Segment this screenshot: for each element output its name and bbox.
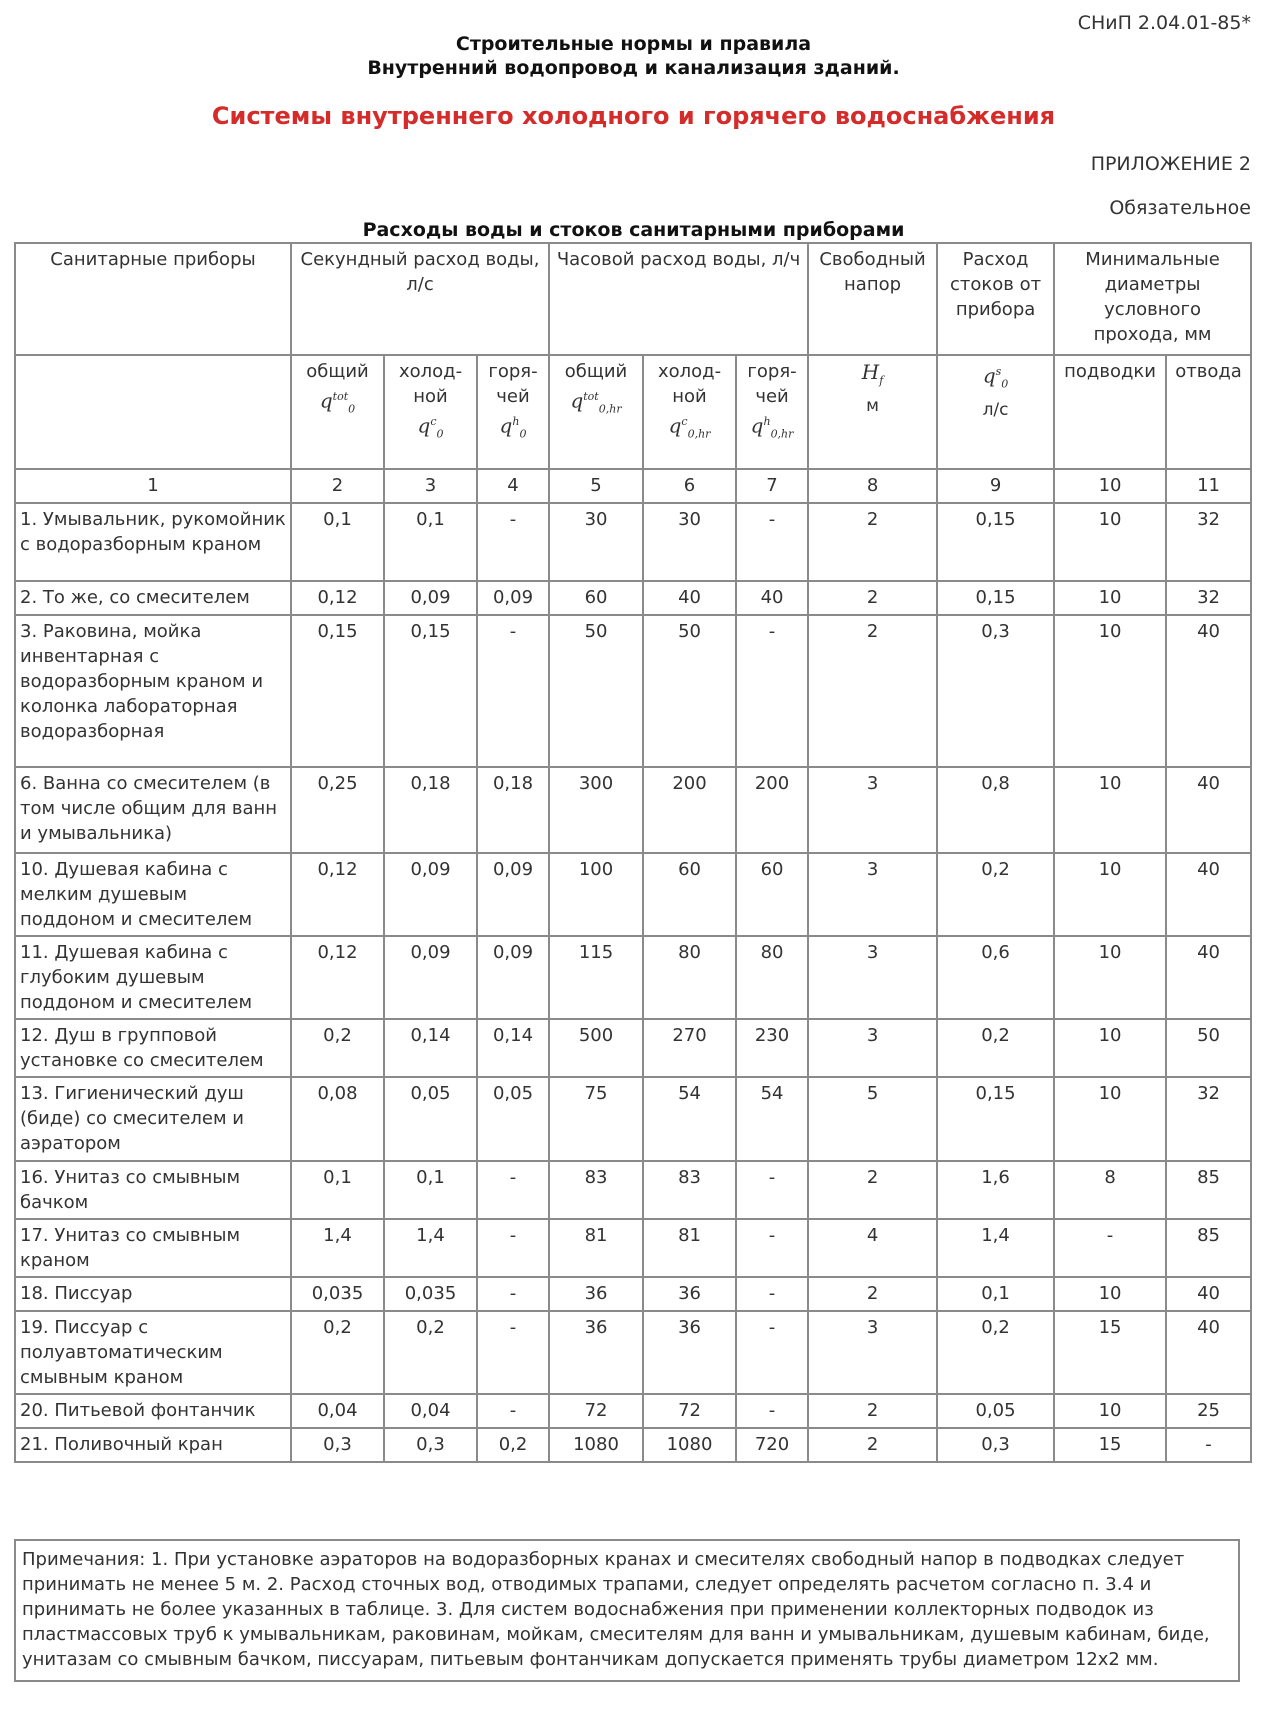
device-name-cell: 13. Гигиенический душ (биде) со смесителем и аэратором [15,1077,291,1161]
symbol-H-f: $H_f$ [861,360,884,387]
value-cell: 230 [736,1019,808,1077]
table-title: Расходы воды и стоков санитарными приборами [362,219,905,241]
value-cell: 0,14 [477,1019,549,1077]
column-number: 4 [477,469,549,503]
value-cell: 2 [808,1277,937,1311]
column-number: 10 [1054,469,1166,503]
value-cell: 1,6 [937,1161,1054,1219]
device-name-cell: 19. Писсуар с полуавтоматическим смывным краном [15,1311,291,1394]
value-cell: 25 [1166,1394,1251,1428]
sub-label: горя-чей [747,361,797,407]
value-cell: 36 [643,1311,736,1394]
appendix-label: ПРИЛОЖЕНИЕ 2 [1090,153,1251,175]
value-cell: 0,09 [384,936,477,1019]
value-cell: 3 [808,1019,937,1077]
column-number: 6 [643,469,736,503]
value-cell: 40 [1166,1311,1251,1394]
value-cell: 15 [1054,1428,1166,1462]
value-cell: 200 [643,767,736,853]
column-number: 1 [15,469,291,503]
value-cell: 8 [1054,1161,1166,1219]
value-cell: - [477,1277,549,1311]
value-cell: - [477,615,549,767]
col-drain-flow-header: Расход стоков от прибора [937,243,1054,355]
value-cell: 40 [1166,1277,1251,1311]
value-cell: 0,3 [384,1428,477,1462]
value-cell: 0,2 [291,1311,384,1394]
value-cell: - [736,1161,808,1219]
value-cell: - [736,1219,808,1277]
value-cell: - [736,1277,808,1311]
value-cell: 0,04 [384,1394,477,1428]
value-cell: 40 [1166,936,1251,1019]
water-flow-table [14,242,1252,1463]
value-cell: 10 [1054,1394,1166,1428]
value-cell: 10 [1054,615,1166,767]
value-cell: 40 [1166,615,1251,767]
table-row [15,1219,1251,1277]
table-row [15,1394,1251,1428]
unit-meters: м [866,396,879,416]
value-cell: 0,2 [937,1019,1054,1077]
value-cell: 0,15 [937,503,1054,581]
symbol-qhr-tot: $q^{tot}_{0,hr}$ [570,388,622,416]
value-cell: 500 [549,1019,643,1077]
value-cell: - [736,503,808,581]
value-cell: 80 [643,936,736,1019]
sub-label: горя-чей [488,361,538,407]
device-name-cell: 17. Унитаз со смывным краном [15,1219,291,1277]
value-cell: - [477,1219,549,1277]
value-cell: 0,18 [384,767,477,853]
sub-cold-hour [643,355,736,469]
sub-label: холод-ной [657,361,722,407]
symbol-q-s: $q^s_0$ [982,363,1009,391]
value-cell: 32 [1166,581,1251,615]
value-cell: 36 [643,1277,736,1311]
value-cell: 0,035 [384,1277,477,1311]
table-row [15,1428,1251,1462]
value-cell: 85 [1166,1161,1251,1219]
value-cell: 10 [1054,853,1166,936]
sub-inlet: подводки [1054,355,1166,469]
table-row [15,853,1251,936]
value-cell: 270 [643,1019,736,1077]
value-cell: 60 [549,581,643,615]
value-cell: 30 [643,503,736,581]
table-row [15,1311,1251,1394]
device-name-cell: 2. То же, со смесителем [15,581,291,615]
unit-ls: л/с [982,399,1009,420]
value-cell: 3 [808,1311,937,1394]
value-cell: 81 [643,1219,736,1277]
value-cell: 4 [808,1219,937,1277]
symbol-qhr-h: $q^h_{0,hr}$ [750,413,794,441]
value-cell: 0,1 [291,503,384,581]
value-cell: 0,15 [384,615,477,767]
value-cell: 0,12 [291,853,384,936]
value-cell: 0,09 [477,853,549,936]
device-name-cell: 18. Писсуар [15,1277,291,1311]
value-cell: 0,14 [384,1019,477,1077]
value-cell: - [736,615,808,767]
value-cell: - [736,1394,808,1428]
value-cell: 85 [1166,1219,1251,1277]
value-cell: 36 [549,1311,643,1394]
value-cell: 0,08 [291,1077,384,1161]
header-row-2 [15,355,1251,469]
value-cell: 2 [808,503,937,581]
symbol-q-tot: $q^{tot}_0$ [319,388,356,416]
sub-label: общий [564,361,628,382]
value-cell: 75 [549,1077,643,1161]
table-row [15,615,1251,767]
column-number: 9 [937,469,1054,503]
value-cell: 3 [808,936,937,1019]
table-row [15,503,1251,581]
value-cell: 720 [736,1428,808,1462]
value-cell: 0,2 [477,1428,549,1462]
value-cell: - [477,1394,549,1428]
value-cell: 0,09 [477,936,549,1019]
sub-total-hour [549,355,643,469]
value-cell: 81 [549,1219,643,1277]
column-number: 5 [549,469,643,503]
col-second-flow-header: Секундный расход воды, л/с [291,243,549,355]
column-number: 2 [291,469,384,503]
value-cell: 0,09 [384,853,477,936]
table-notes: Примечания: 1. При установке аэраторов на водоразборных кранах и смесителях свободный напор в подводках следует принимать не менее 5 м. 2. Расход сточных вод, отводимых трапами, следует определять расчетом согласно п. 3.4 и принимать не более указанных в таблице. 3. Для систем водоснабжения при применении коллекторных подводок из пластмассовых труб к умывальникам, раковинам, мойкам, смесителям для ванн и умывальникам, душевым кабинам, биде, унитазам со смывным бачком, писсуарам, питьевым фонтанчикам допускается применять трубы диаметром 12х2 мм. [14,1539,1240,1682]
value-cell: 1,4 [291,1219,384,1277]
value-cell: 0,1 [937,1277,1054,1311]
header-line-2: Внутренний водопровод и канализация зданий. [367,57,900,79]
value-cell: 60 [643,853,736,936]
value-cell: 0,1 [384,503,477,581]
value-cell: 10 [1054,1277,1166,1311]
value-cell: 40 [1166,853,1251,936]
value-cell: 10 [1054,936,1166,1019]
value-cell: 0,8 [937,767,1054,853]
value-cell: 0,09 [477,581,549,615]
value-cell: 2 [808,1394,937,1428]
value-cell: 54 [643,1077,736,1161]
value-cell: 40 [736,581,808,615]
col-devices-header: Санитарные приборы [15,243,291,355]
sub-label: общий [306,361,369,382]
table-row [15,581,1251,615]
value-cell: 60 [736,853,808,936]
sub-outlet: отвода [1166,355,1251,469]
sub-hot-second [477,355,549,469]
value-cell: 1,4 [384,1219,477,1277]
value-cell: 0,15 [291,615,384,767]
value-cell: 54 [736,1077,808,1161]
sub-label: холод-ной [398,361,463,407]
sub-hot-hour [736,355,808,469]
symbol-qhr-c: $q^c_{0,hr}$ [668,413,711,441]
device-name-cell: 10. Душевая кабина с мелким душевым поддоном и смесителем [15,853,291,936]
header-row-1 [15,243,1251,355]
value-cell: 50 [643,615,736,767]
device-name-cell: 20. Питьевой фонтанчик [15,1394,291,1428]
value-cell: 2 [808,615,937,767]
value-cell: 10 [1054,581,1166,615]
value-cell: - [477,1161,549,1219]
value-cell: - [477,1311,549,1394]
value-cell: 15 [1054,1311,1166,1394]
value-cell: 2 [808,1161,937,1219]
device-name-cell: 12. Душ в групповой установке со смесителем [15,1019,291,1077]
mandatory-label: Обязательное [1109,197,1251,219]
col-min-diam-header: Минимальные диаметры условного прохода, мм [1054,243,1251,355]
value-cell: 300 [549,767,643,853]
value-cell: 0,3 [291,1428,384,1462]
table-row [15,936,1251,1019]
value-cell: 0,05 [937,1394,1054,1428]
value-cell: 40 [643,581,736,615]
value-cell: 0,15 [937,1077,1054,1161]
value-cell: 100 [549,853,643,936]
table-row [15,1077,1251,1161]
value-cell: 0,04 [291,1394,384,1428]
section-title: Системы внутреннего холодного и горячего водоснабжения [211,102,1056,130]
sub-free-head [808,355,937,469]
value-cell: 1,4 [937,1219,1054,1277]
value-cell: - [736,1311,808,1394]
sub-cold-second [384,355,477,469]
column-number: 7 [736,469,808,503]
value-cell: 0,12 [291,936,384,1019]
device-name-cell: 1. Умывальник, рукомойник с водоразборным краном [15,503,291,581]
value-cell: 32 [1166,503,1251,581]
value-cell: 50 [549,615,643,767]
value-cell: 10 [1054,503,1166,581]
value-cell: 10 [1054,767,1166,853]
value-cell: 0,12 [291,581,384,615]
value-cell: 0,05 [384,1077,477,1161]
device-name-cell: 11. Душевая кабина с глубоким душевым поддоном и смесителем [15,936,291,1019]
value-cell: 72 [643,1394,736,1428]
value-cell: 1080 [549,1428,643,1462]
device-name-cell: 3. Раковина, мойка инвентарная с водоразборным краном и колонка лабораторная водоразборная [15,615,291,767]
value-cell: 1080 [643,1428,736,1462]
value-cell: 10 [1054,1019,1166,1077]
table-row [15,1161,1251,1219]
device-name-cell: 16. Унитаз со смывным бачком [15,1161,291,1219]
value-cell: 40 [1166,767,1251,853]
value-cell: 2 [808,581,937,615]
symbol-q-h: $q^h_0$ [499,413,527,441]
value-cell: 0,1 [384,1161,477,1219]
column-number: 3 [384,469,477,503]
empty-header-cell [15,355,291,469]
value-cell: 0,035 [291,1277,384,1311]
table-row [15,1019,1251,1077]
value-cell: 115 [549,936,643,1019]
value-cell: 83 [643,1161,736,1219]
device-name-cell: 21. Поливочный кран [15,1428,291,1462]
symbol-q-c: $q^c_0$ [417,413,444,441]
column-number-row [15,469,1251,503]
value-cell: 30 [549,503,643,581]
value-cell: 200 [736,767,808,853]
value-cell: 0,05 [477,1077,549,1161]
value-cell: 10 [1054,1077,1166,1161]
value-cell: 3 [808,853,937,936]
value-cell: 0,2 [937,853,1054,936]
device-name-cell: 6. Ванна со смесителем (в том числе общим для ванн и умывальника) [15,767,291,853]
col-hour-flow-header: Часовой расход воды, л/ч [549,243,808,355]
value-cell: 0,6 [937,936,1054,1019]
value-cell: 0,15 [937,581,1054,615]
value-cell: 0,18 [477,767,549,853]
value-cell: 0,2 [937,1311,1054,1394]
column-number: 11 [1166,469,1251,503]
value-cell: 0,3 [937,1428,1054,1462]
table-row [15,767,1251,853]
value-cell: 0,09 [384,581,477,615]
doc-code: СНиП 2.04.01-85* [1077,12,1251,34]
value-cell: 80 [736,936,808,1019]
value-cell: 5 [808,1077,937,1161]
value-cell: 0,2 [291,1019,384,1077]
value-cell: 72 [549,1394,643,1428]
column-number: 8 [808,469,937,503]
value-cell: 0,25 [291,767,384,853]
value-cell: 0,2 [384,1311,477,1394]
value-cell: 83 [549,1161,643,1219]
value-cell: - [477,503,549,581]
value-cell: - [1166,1428,1251,1462]
table-row [15,1277,1251,1311]
value-cell: 32 [1166,1077,1251,1161]
value-cell: 36 [549,1277,643,1311]
value-cell: 0,1 [291,1161,384,1219]
value-cell: - [1054,1219,1166,1277]
value-cell: 3 [808,767,937,853]
sub-total-second [291,355,384,469]
header-line-1: Строительные нормы и правила [455,33,812,55]
value-cell: 2 [808,1428,937,1462]
value-cell: 0,3 [937,615,1054,767]
value-cell: 50 [1166,1019,1251,1077]
sub-drain-flow [937,355,1054,469]
col-free-head-header: Свободный напор [808,243,937,355]
